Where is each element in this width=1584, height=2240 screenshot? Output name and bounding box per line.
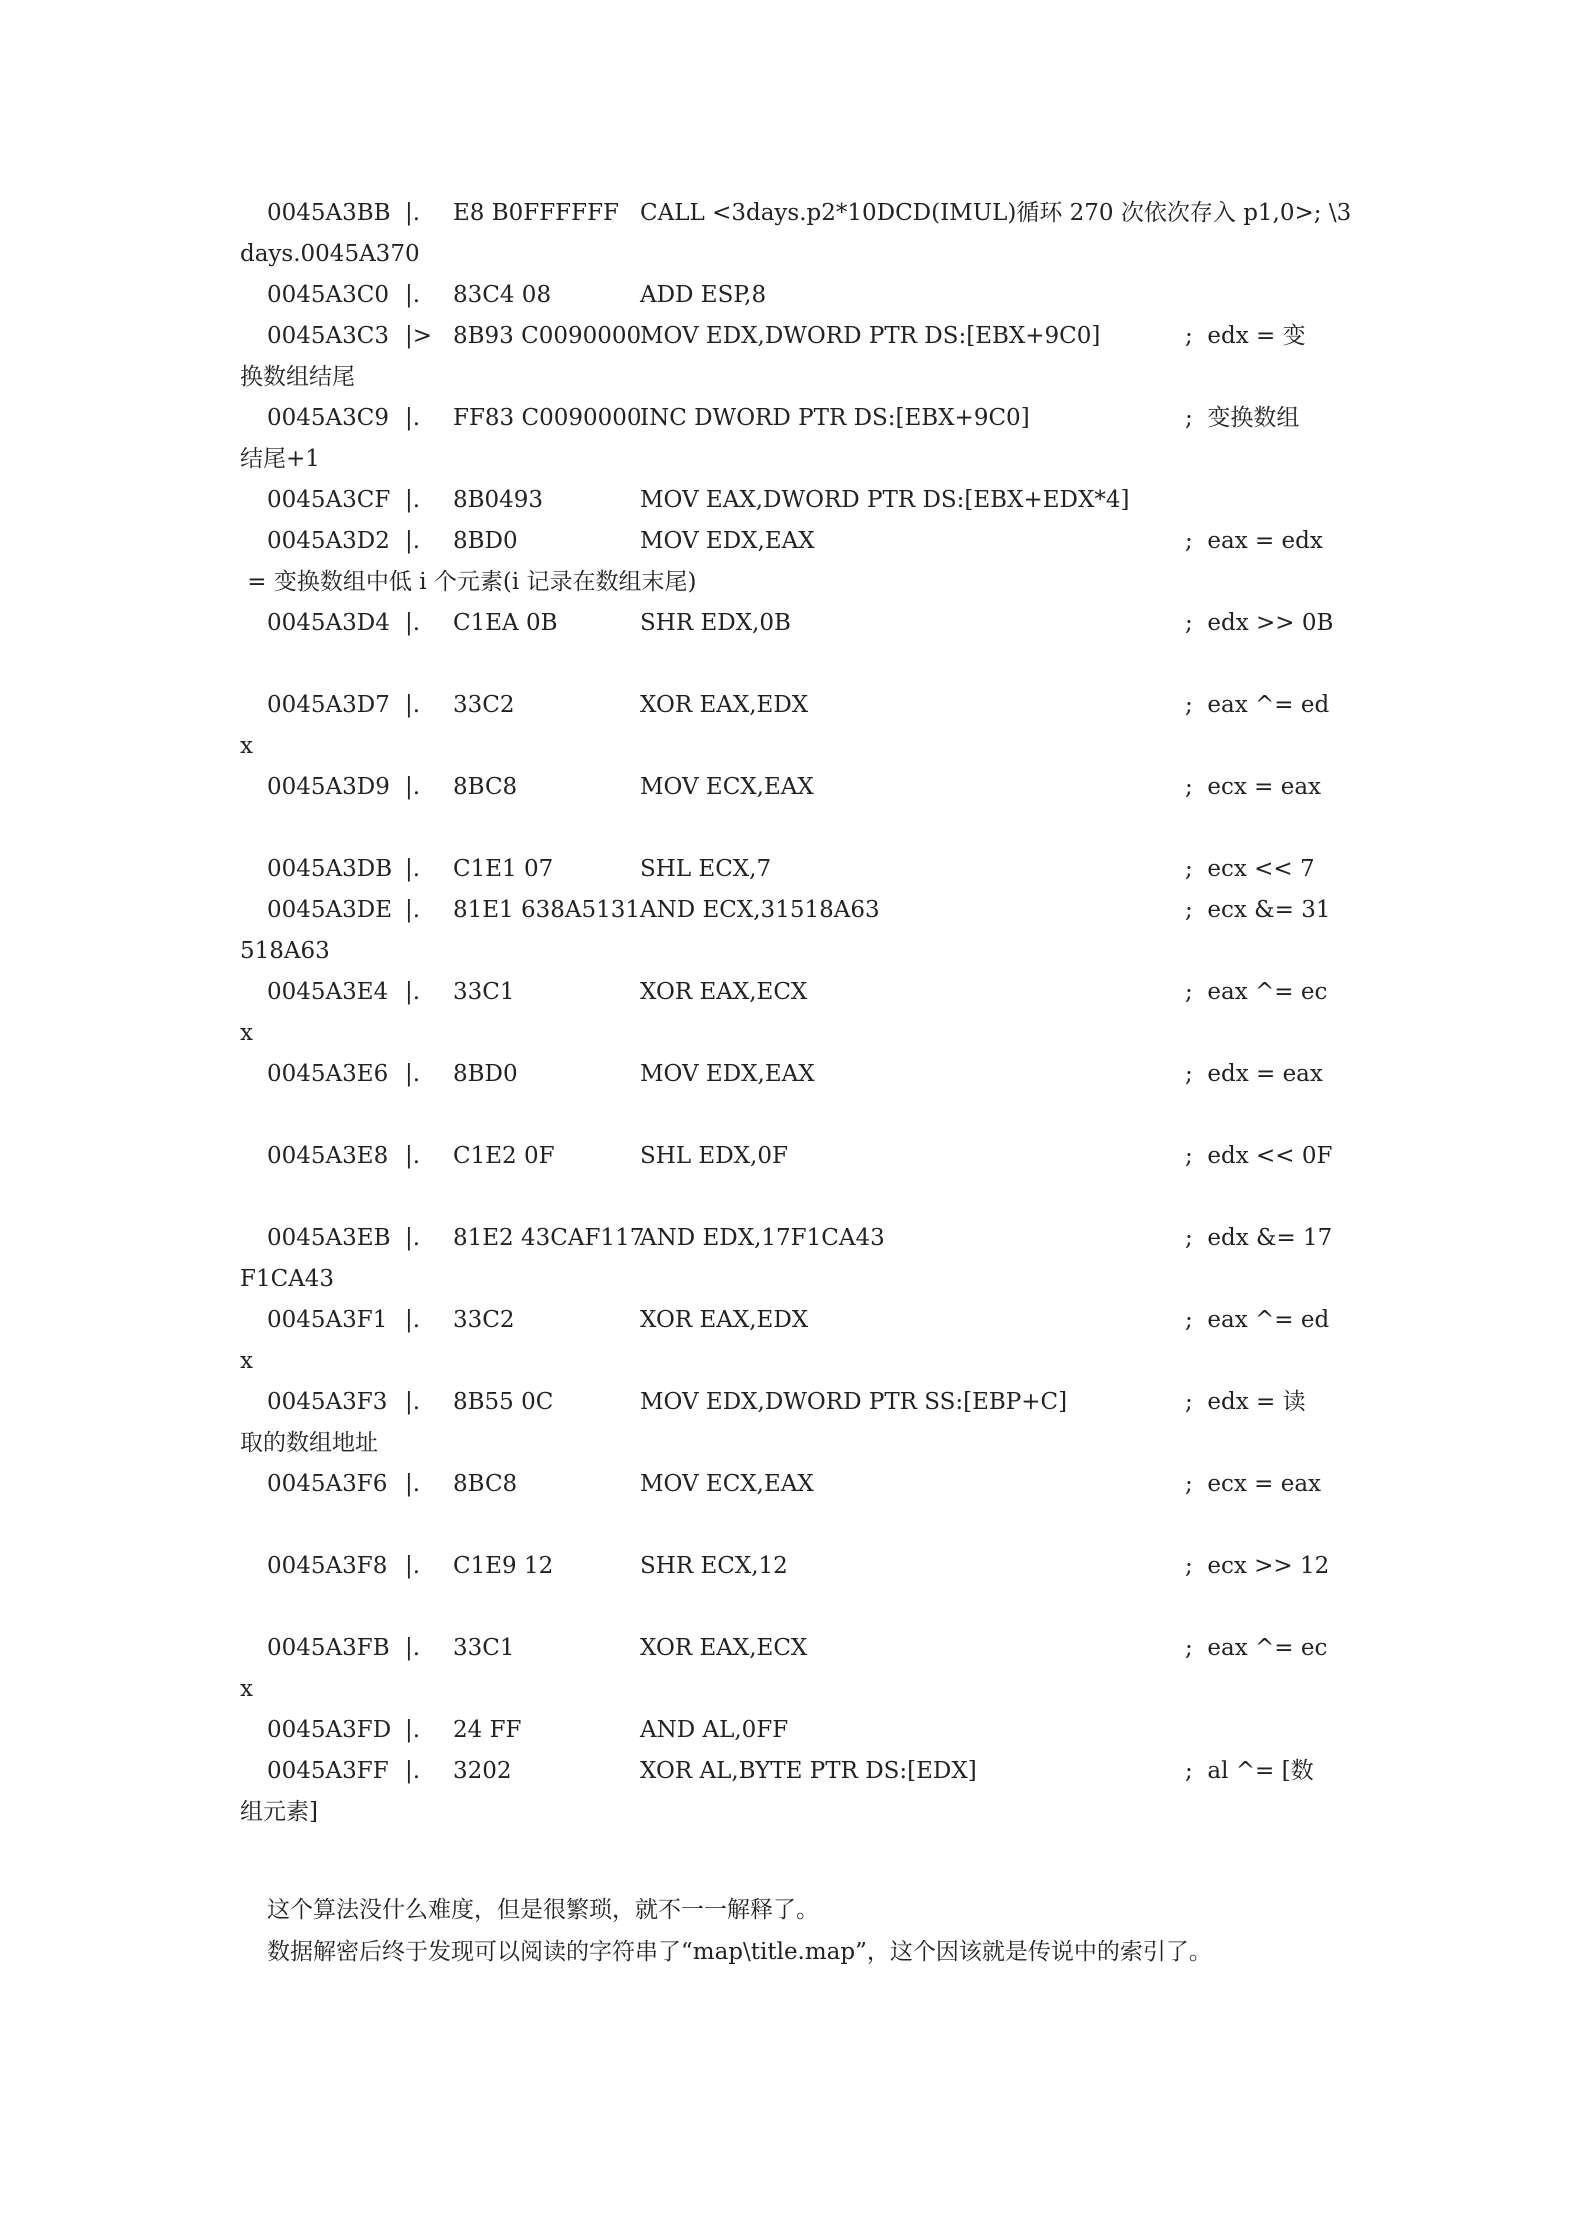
code-instruction: SHL ECX,7 [640,856,772,882]
code-comment: ; eax ^= ed [1185,1307,1330,1333]
paragraph: 这个算法没什么难度，但是很繁琐，就不一一解释了。 [267,1897,819,1923]
code-instruction: XOR EAX,EDX [640,1307,809,1333]
code-address: 0045A3C9 [267,405,390,431]
code-instruction: CALL <3days.p2*10DCD(IMUL)循环 270 次依次存入 p1,0>; \3 [640,200,1352,226]
code-hex: C1E1 07 [453,856,554,882]
code-comment: ; ecx << 7 [1185,856,1315,882]
code-comment: ; edx = 读 [1185,1389,1306,1415]
code-line-continuation: 换数组结尾 [240,364,355,390]
code-instruction: XOR AL,BYTE PTR DS:[EDX] [640,1758,977,1784]
code-comment: ; edx = 变 [1185,323,1306,349]
code-instruction: ADD ESP,8 [640,282,767,308]
code-address: 0045A3E8 [267,1143,389,1169]
code-instruction: XOR EAX,EDX [640,692,809,718]
code-comment: ; edx >> 0B [1185,610,1334,636]
code-comment: ; ecx &= 31 [1185,897,1331,923]
code-hex: 8B0493 [453,487,544,513]
code-line-continuation: F1CA43 [240,1266,335,1292]
code-hex: 24 FF [453,1717,522,1743]
code-marker: |. [405,1635,421,1661]
code-marker: |. [405,1758,421,1784]
code-comment: ; ecx = eax [1185,1471,1322,1497]
code-comment: ; edx = eax [1185,1061,1323,1087]
code-marker: |. [405,1061,421,1087]
code-instruction: SHR EDX,0B [640,610,791,636]
code-address: 0045A3FB [267,1635,390,1661]
code-address: 0045A3F1 [267,1307,388,1333]
code-instruction: AND ECX,31518A63 [640,897,880,923]
code-address: 0045A3EB [267,1225,391,1251]
code-instruction: MOV EDX,DWORD PTR SS:[EBP+C] [640,1389,1068,1415]
code-address: 0045A3F6 [267,1471,388,1497]
code-hex: 8BD0 [453,528,518,554]
code-instruction: MOV EAX,DWORD PTR DS:[EBX+EDX*4] [640,487,1130,513]
code-line-continuation: days.0045A370 [240,241,420,267]
code-hex: 8BD0 [453,1061,518,1087]
code-comment: ; ecx >> 12 [1185,1553,1330,1579]
code-address: 0045A3D7 [267,692,390,718]
code-comment: ; edx << 0F [1185,1143,1333,1169]
code-marker: |. [405,1143,421,1169]
code-marker: |. [405,405,421,431]
code-marker: |. [405,1389,421,1415]
code-line-continuation: x [240,733,253,759]
code-address: 0045A3DE [267,897,393,923]
code-instruction: MOV ECX,EAX [640,1471,814,1497]
code-hex: 33C1 [453,1635,515,1661]
code-instruction: SHR ECX,12 [640,1553,788,1579]
code-instruction: MOV EDX,EAX [640,528,815,554]
code-instruction: MOV EDX,DWORD PTR DS:[EBX+9C0] [640,323,1101,349]
code-comment: ; edx &= 17 [1185,1225,1333,1251]
code-address: 0045A3FF [267,1758,389,1784]
code-marker: |. [405,1471,421,1497]
code-hex: FF83 C0090000 [453,405,642,431]
code-marker: |. [405,856,421,882]
code-hex: 81E2 43CAF117 [453,1225,645,1251]
code-instruction: SHL EDX,0F [640,1143,788,1169]
code-marker: |. [405,979,421,1005]
code-address: 0045A3E6 [267,1061,389,1087]
code-marker: |. [405,610,421,636]
code-instruction: MOV EDX,EAX [640,1061,815,1087]
code-address: 0045A3DB [267,856,393,882]
code-marker: |. [405,897,421,923]
code-line-continuation: 结尾+1 [240,446,320,472]
code-instruction: MOV ECX,EAX [640,774,814,800]
code-address: 0045A3C0 [267,282,390,308]
code-comment: ; eax ^= ec [1185,979,1328,1005]
code-hex: 33C1 [453,979,515,1005]
code-marker: |> [405,323,433,349]
code-address: 0045A3C3 [267,323,390,349]
code-comment: ; al ^= [数 [1185,1758,1314,1784]
code-line-continuation: 取的数组地址 [240,1430,378,1456]
code-hex: 3202 [453,1758,512,1784]
code-marker: |. [405,774,421,800]
code-hex: 33C2 [453,692,515,718]
code-line-continuation: 518A63 [240,938,330,964]
code-instruction: XOR EAX,ECX [640,1635,808,1661]
code-comment: ; eax ^= ec [1185,1635,1328,1661]
code-marker: |. [405,200,421,226]
code-marker: |. [405,528,421,554]
code-hex: 33C2 [453,1307,515,1333]
code-address: 0045A3D2 [267,528,390,554]
code-hex: 8B55 0C [453,1389,554,1415]
code-comment: ; eax = edx [1185,528,1323,554]
code-hex: C1EA 0B [453,610,558,636]
code-instruction: XOR EAX,ECX [640,979,808,1005]
code-address: 0045A3CF [267,487,391,513]
code-address: 0045A3E4 [267,979,389,1005]
code-comment: ; ecx = eax [1185,774,1322,800]
code-marker: |. [405,282,421,308]
code-line-continuation: x [240,1348,253,1374]
code-hex: E8 B0FFFFFF [453,200,620,226]
code-hex: 81E1 638A5131 [453,897,641,923]
paragraph: 数据解密后终于发现可以阅读的字符串了“map\title.map”，这个因该就是传说中的索引了。 [267,1939,1212,1965]
code-instruction: AND AL,0FF [640,1717,789,1743]
code-instruction: AND EDX,17F1CA43 [640,1225,885,1251]
code-hex: 83C4 08 [453,282,552,308]
code-line-continuation: = 变换数组中低 i 个元素(i 记录在数组末尾) [240,569,697,595]
code-comment: ; eax ^= ed [1185,692,1330,718]
code-hex: C1E2 0F [453,1143,555,1169]
code-line-continuation: x [240,1676,253,1702]
code-address: 0045A3BB [267,200,391,226]
code-marker: |. [405,1717,421,1743]
code-line-continuation: 组元素] [240,1799,318,1825]
code-address: 0045A3F8 [267,1553,388,1579]
code-address: 0045A3D9 [267,774,390,800]
code-hex: C1E9 12 [453,1553,554,1579]
code-address: 0045A3FD [267,1717,392,1743]
code-instruction: INC DWORD PTR DS:[EBX+9C0] [640,405,1030,431]
code-hex: 8BC8 [453,774,518,800]
code-marker: |. [405,1307,421,1333]
code-hex: 8B93 C0090000 [453,323,642,349]
code-marker: |. [405,1225,421,1251]
code-address: 0045A3D4 [267,610,390,636]
code-marker: |. [405,487,421,513]
code-comment: ; 变换数组 [1185,405,1300,431]
code-address: 0045A3F3 [267,1389,388,1415]
code-marker: |. [405,692,421,718]
code-line-continuation: x [240,1020,253,1046]
code-marker: |. [405,1553,421,1579]
code-hex: 8BC8 [453,1471,518,1497]
